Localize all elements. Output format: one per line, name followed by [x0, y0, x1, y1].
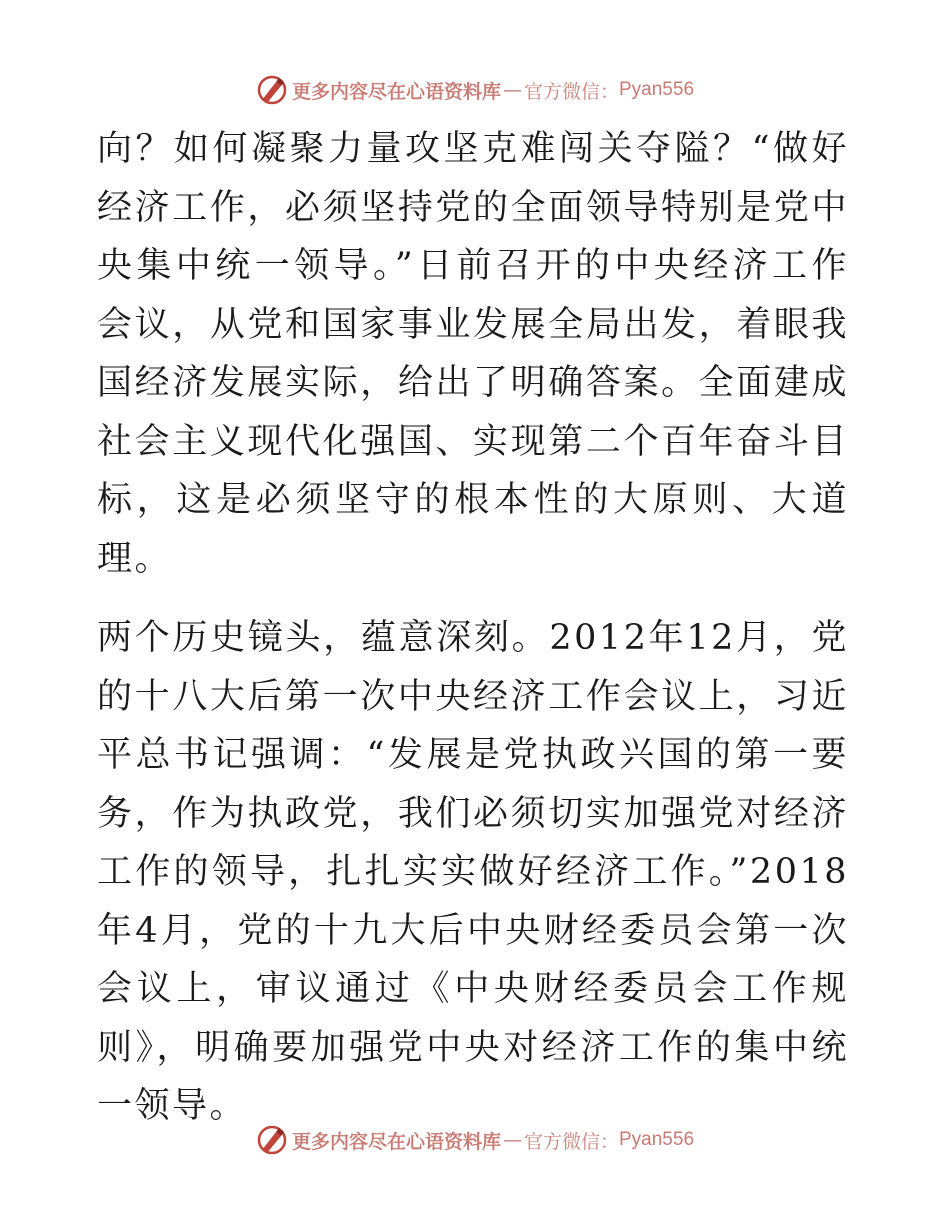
pen-logo-icon — [256, 1124, 288, 1156]
watermark-sub-text: 官方微信： — [523, 1130, 619, 1153]
watermark-wechat-id: Pyan556 — [619, 1129, 695, 1150]
watermark-main-text: 更多内容尽在心语资料库 — [291, 1130, 501, 1153]
watermark-dash: — — [502, 79, 522, 101]
watermark-wechat-id: Pyan556 — [619, 79, 695, 100]
document-body — [97, 120, 849, 1136]
watermark-dash: — — [502, 1129, 522, 1151]
watermark-main-text: 更多内容尽在心语资料库 — [291, 80, 501, 103]
paragraph-1: 向？如何凝聚力量攻坚克难闯关夺隘？“做好经济工作，必须坚持党的全面领导特别是党中央集中统一领导。”日前召开的中央经济工作会议，从党和国家事业发展全局出发，着眼我国经济发展实际，给出了明确答案。全面建成社会主义现代化强国、实现第二个百年奋斗目标，这是必须坚守的根本性的大原则、大道理。 — [97, 129, 849, 579]
header-watermark — [0, 72, 950, 108]
footer-watermark — [0, 1122, 950, 1158]
pen-logo-icon — [256, 74, 288, 106]
watermark-sub-text: 官方微信： — [523, 80, 619, 103]
paragraph-2: 两个历史镜头，蕴意深刻。2012年12月，党的十八大后第一次中央经济工作会议上，习近平总书记强调：“发展是党执政兴国的第一要务，作为执政党，我们必须切实加强党对经济工作的领导，扎扎实实做好经济工作。”2018年4月，党的十九大后中央财经委员会第一次会议上，审议通过《中央财经委员会工作规则》，明确要加强党中央对经济工作的集中统一领导。 — [97, 618, 849, 1126]
